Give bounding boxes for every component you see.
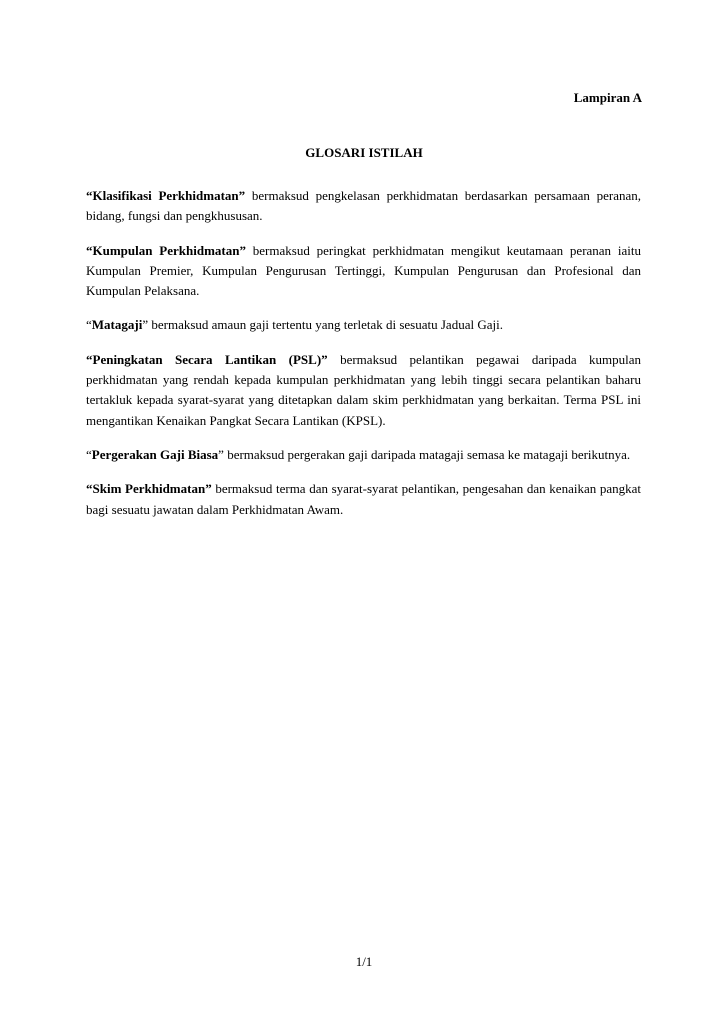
- glossary-definition: bermaksud terma dan syarat-syarat pelantikan, pengesahan dan kenaikan pangkat bagi sesuatu jawatan dalam Perkhidmatan Awam.: [86, 481, 641, 517]
- glossary-term-open-quote: “: [86, 188, 93, 203]
- glossary-definition: bermaksud pergerakan gaji daripada matagaji semasa ke matagaji berikutnya.: [223, 446, 631, 462]
- glossary-term-open-quote: “: [86, 242, 93, 258]
- glossary-definition: bermaksud peringkat perkhidmatan mengikut keutamaan peranan iaitu Kumpulan Premier, Kumpulan Pengurusan Tertinggi, Kumpulan Pengurusan dan Profesional dan Kumpulan Pelaksana.: [86, 242, 641, 299]
- glossary-entry-matagaji: [86, 315, 641, 335]
- glossary-term-open-quote: “: [86, 317, 92, 333]
- page-number: 1/1: [355, 954, 373, 969]
- glossary-term-open-quote: “: [86, 351, 93, 367]
- glossary-term-open-quote: “: [86, 481, 93, 497]
- glossary-entry-skim-perkhidmatan: [86, 479, 641, 520]
- glossary-term: Kumpulan Perkhidmatan”: [92, 242, 246, 258]
- glossary-entry-klasifikasi-perkhidmatan: [86, 186, 641, 227]
- glossary-term-close-quote: ”: [142, 317, 149, 333]
- glossary-definition: bermaksud pengkelasan perkhidmatan berdasarkan persamaan peranan, bidang, fungsi dan pengkhususan.: [86, 188, 641, 224]
- glossary-definition: bermaksud pelantikan pegawai daripada kumpulan perkhidmatan yang rendah kepada kumpulan perkhidmatan yang lebih tinggi secara pelantikan baharu tertakluk kepada syarat-syarat yang ditetapkan dalam skim perkhidmatan yang berkaitan. Terma PSL ini mengantikan Kenaikan Pangkat Secara Lantikan (KPSL).: [86, 351, 641, 428]
- glossary-term: Skim Perkhidmatan”: [92, 481, 212, 497]
- glossary-term: Klasifikasi Perkhidmatan”: [92, 188, 246, 203]
- glossary-term-close-quote: ”: [218, 446, 224, 462]
- appendix-label: Lampiran A: [573, 90, 642, 105]
- glossary-entry-kumpulan-perkhidmatan: [86, 241, 641, 302]
- glossary-term: Matagaji: [91, 317, 143, 333]
- glossary-term: Pergerakan Gaji Biasa: [91, 446, 219, 462]
- glossary-term: Peningkatan Secara Lantikan (PSL)”: [92, 351, 328, 367]
- glossary-entry-peningkatan-secara-lantikan: [86, 350, 641, 431]
- page-title: GLOSARI ISTILAH: [305, 145, 423, 160]
- glossary-term-open-quote: “: [86, 446, 92, 462]
- glossary-definition: bermaksud amaun gaji tertentu yang terletak di sesuatu Jadual Gaji.: [148, 317, 503, 333]
- glossary-entry-pergerakan-gaji-biasa: [86, 445, 641, 465]
- glossary-list: [86, 186, 641, 534]
